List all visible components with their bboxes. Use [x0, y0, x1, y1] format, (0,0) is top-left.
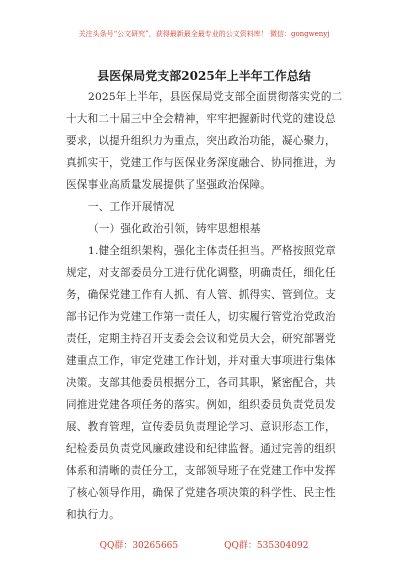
paragraph-line: 展、教育管理，宣传委员负责理论学习、意识形态工作， — [66, 421, 336, 433]
paragraph-line: 十大和二十届三中全会精神，牢牢把握新时代党的建设总 — [66, 113, 336, 125]
subsection-heading: （一）强化政治引领，铸牢思想根基 — [88, 223, 261, 235]
header-banner: 关注头条号“公文研究”，获得最新最全最专业的公文资料库！ 微信：gongwenyj — [78, 30, 330, 38]
paragraph-line: 了核心领导作用，确保了党建各项决策的科学性、民主性 — [66, 487, 336, 499]
paragraph-line: 部书记作为党建工作第一责任人，切实履行管党治党政治 — [66, 311, 336, 323]
paragraph-line: 纪检委员负责党风廉政建设和纪律监督。通过完善的组织 — [66, 443, 336, 455]
footer-contacts — [0, 538, 408, 551]
paragraph-line: 2025年上半年，县医保局党支部全面贯彻落实党的二 — [88, 91, 343, 103]
paragraph-line: 建重点工作，审定党建工作计划，并对重大事项进行集体 — [66, 355, 336, 367]
paragraph-line: 医保事业高质量发展提供了坚强政治保障。 — [66, 179, 272, 191]
footer-qq-group-1: QQ群：30265665 — [99, 541, 179, 551]
footer-qq-group-2: QQ群：535304092 — [224, 541, 309, 551]
paragraph-line: 规定，对支部委员分工进行优化调整，明确责任，细化任 — [66, 267, 336, 279]
paragraph-line: 和执行力。 — [66, 509, 120, 521]
paragraph-line: 责任，定期主持召开支委会会议和党员大会，研究部署党 — [66, 333, 336, 345]
paragraph-line: 体系和清晰的责任分工，支部领导班子在党建工作中发挥 — [66, 465, 336, 477]
paragraph-line: 务，确保党建工作有人抓、有人管、抓得实、管到位。支 — [66, 289, 336, 301]
paragraph-line: 要求，以提升组织力为重点，突出政治功能，凝心聚力， — [66, 135, 336, 147]
document-title: 县医保局党支部2025年上半年工作总结 — [97, 69, 311, 83]
paragraph-line: 决策。支部其他委员根据分工，各司其职，紧密配合，共 — [66, 377, 336, 389]
paragraph-line: 1.健全组织架构，强化主体责任担当。严格按照党章 — [88, 245, 336, 257]
section-heading: 一、工作开展情况 — [88, 201, 175, 213]
paragraph-line: 同推进党建各项任务的落实。例如，组织委员负责党员发 — [66, 399, 336, 411]
paragraph-line: 真抓实干，党建工作与医保业务深度融合、协同推进，为 — [66, 157, 336, 169]
